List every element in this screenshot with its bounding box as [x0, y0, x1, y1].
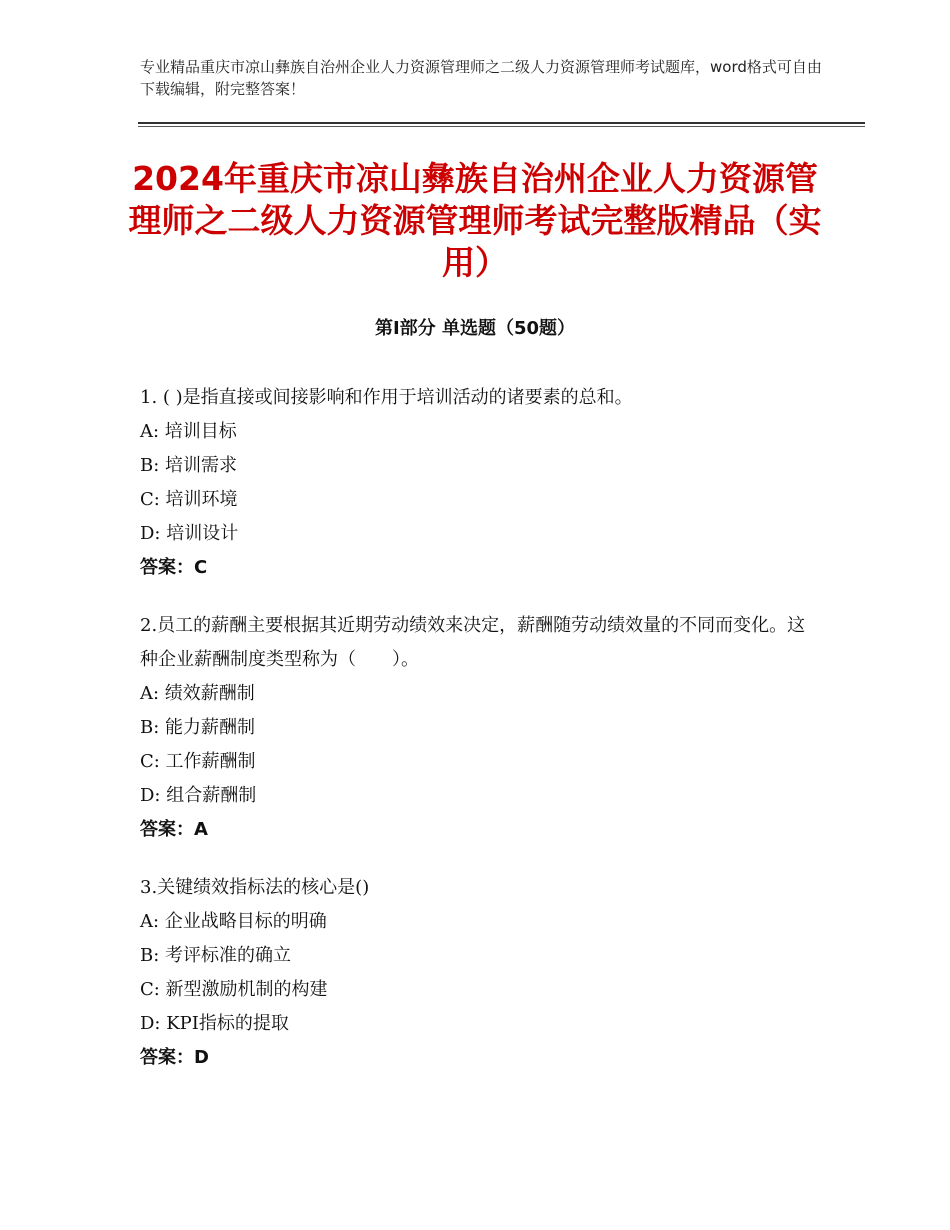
- question-stem: 3.关键绩效指标法的核心是(): [140, 877, 370, 898]
- option-a: A: 绩效薪酬制: [140, 683, 255, 704]
- option-c: C: 培训环境: [140, 489, 238, 510]
- answer: 答案：C: [140, 557, 208, 578]
- header-note: 专业精品重庆市凉山彝族自治州企业人力资源管理师之二级人力资源管理师考试题库，word格式可自由下载编辑，附完整答案！: [140, 58, 822, 98]
- question-stem: 2.员工的薪酬主要根据其近期劳动绩效来决定，薪酬随劳动绩效量的不同而变化。这种企业薪酬制度类型称为（ ）。: [140, 615, 806, 670]
- question-1: [140, 381, 820, 585]
- question-list: [140, 381, 820, 1099]
- option-b: B: 考评标准的确立: [140, 945, 292, 966]
- question-stem: 1. ( )是指直接或间接影响和作用于培训活动的诸要素的总和。: [140, 387, 633, 408]
- option-a: A: 培训目标: [140, 421, 237, 442]
- option-c: C: 工作薪酬制: [140, 751, 256, 772]
- question-3: [140, 871, 820, 1075]
- header-rule-thin: [138, 126, 865, 127]
- header-rule-thick: [138, 122, 865, 124]
- option-a: A: 企业战略目标的明确: [140, 911, 327, 932]
- option-c: C: 新型激励机制的构建: [140, 979, 328, 1000]
- document-title: 2024年重庆市凉山彝族自治州企业人力资源管理师之二级人力资源管理师考试完整版精品（实用）: [128, 159, 822, 282]
- option-b: B: 能力薪酬制: [140, 717, 256, 738]
- answer: 答案：A: [140, 819, 208, 840]
- option-d: D: 组合薪酬制: [140, 785, 257, 806]
- option-d: D: KPI指标的提取: [140, 1013, 289, 1034]
- option-d: D: 培训设计: [140, 523, 239, 544]
- question-2: [140, 609, 820, 847]
- answer: 答案：D: [140, 1047, 209, 1068]
- option-b: B: 培训需求: [140, 455, 238, 476]
- section-title: 第Ⅰ部分 单选题（50题）: [374, 318, 575, 339]
